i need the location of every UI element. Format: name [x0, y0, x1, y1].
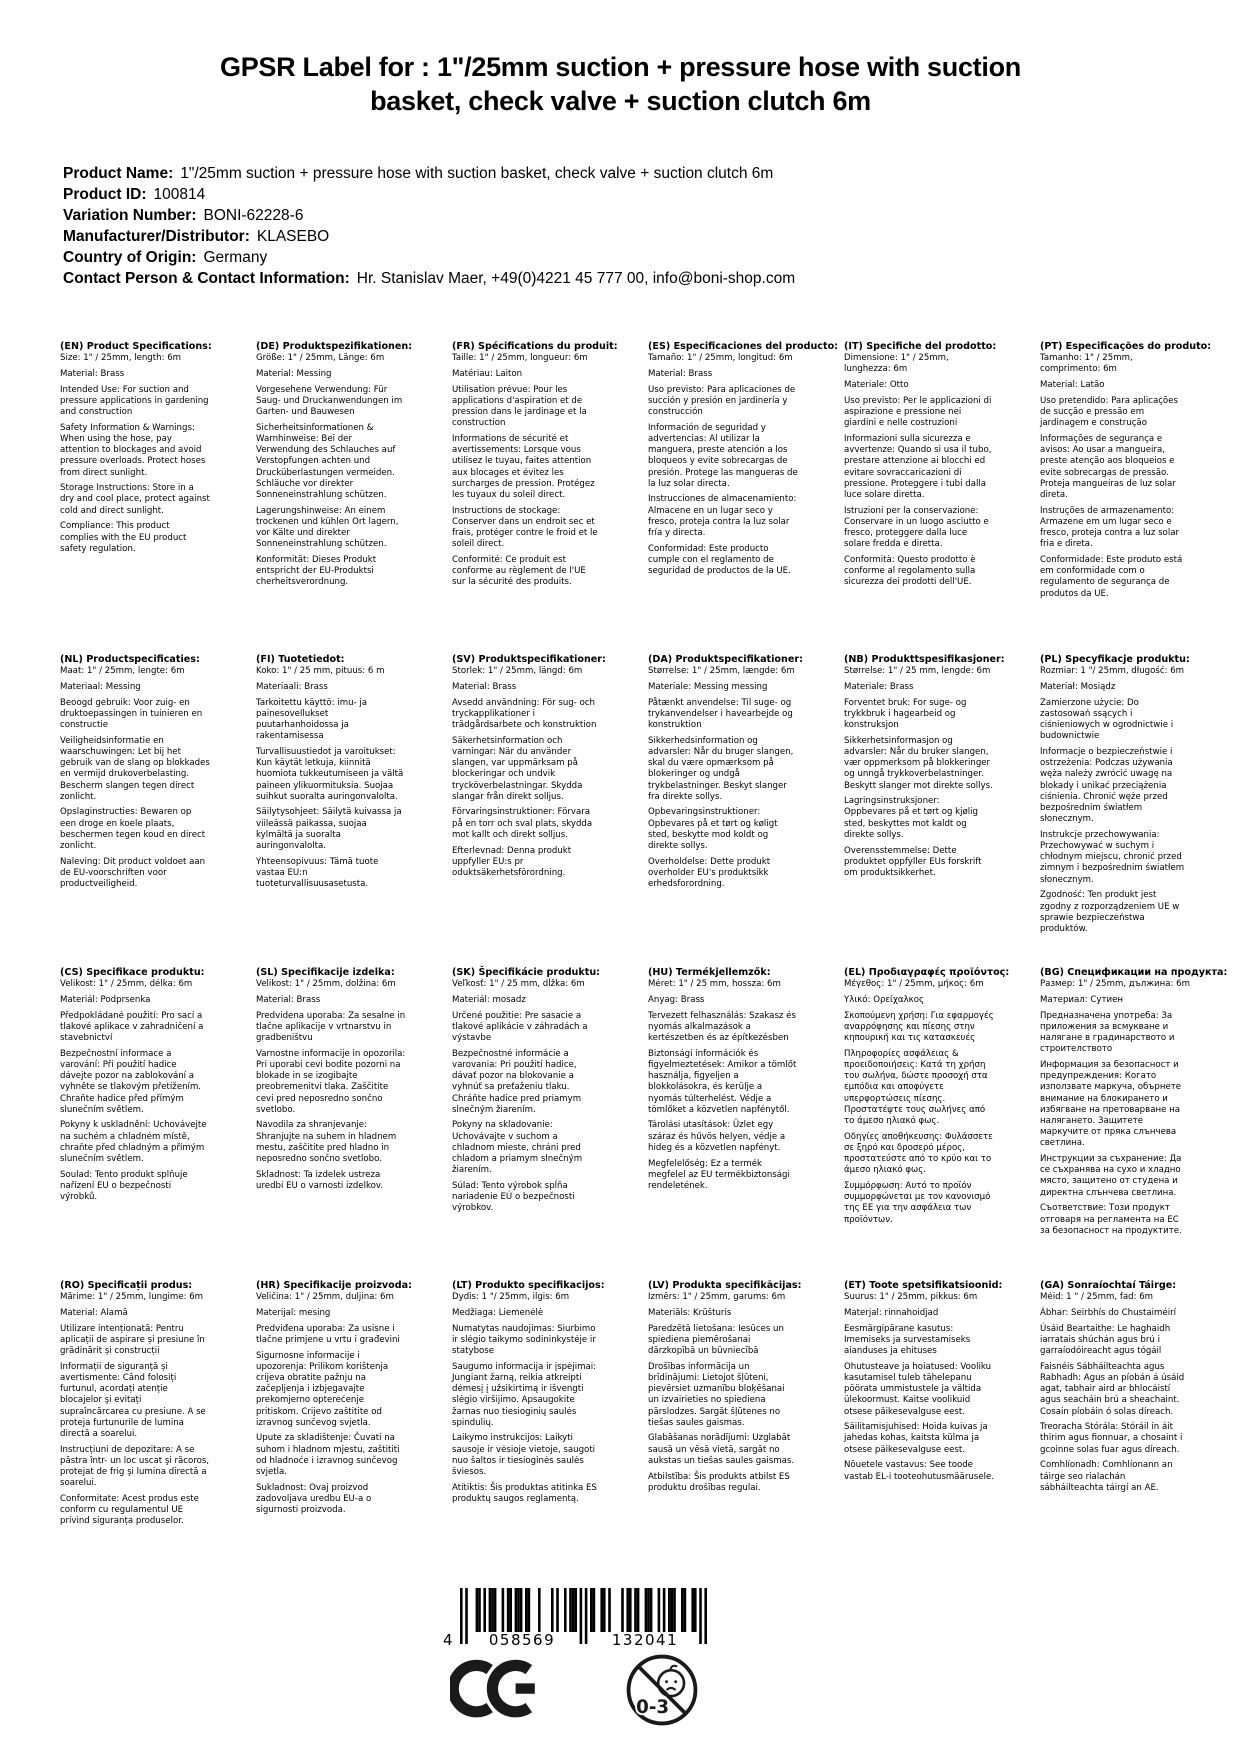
spec-paragraph: Velikost: 1" / 25mm, dolžina: 6m	[256, 979, 396, 990]
spec-paragraph: Conformidade: Este produto está em conformidade com o regulamento de segurança de produtos da UE.	[1040, 554, 1183, 599]
spec-heading: (SV) Produktspecifikationer:	[452, 654, 606, 665]
spec-paragraph: Sukladnost: Ovaj proizvod zadovoljava uredbu EU-a o sigurnosti proizvoda.	[256, 1482, 372, 1516]
spec-paragraph: Nõuetele vastavus: See toode vastab EL-i tooteohutusmäärusele.	[844, 1460, 994, 1482]
spec-paragraph: Yhteensopivuus: Tämä tuote vastaa EU:n tuoteturvallisuusasetusta.	[256, 856, 379, 890]
spec-paragraph: Naleving: Dit product voldoet aan de EU-voorschriften voor productveiligheid.	[60, 856, 206, 890]
product-info-row	[63, 226, 795, 247]
spec-body	[452, 1292, 602, 1505]
spec-paragraph: Información de seguridad y advertencias: Al utilizar la manguera, preste atención a los bloqueos y evite sobrecargas de presión. Protege las mangueras de la luz solar directa.	[648, 422, 798, 489]
spec-heading: (PT) Especificações do produto:	[1040, 341, 1212, 352]
spec-paragraph: Sigurnosne informacije i upozorenja: Prilikom korištenja crijeva obratite pažnju na začepljenja i izbjegavajte prekomjerno opterećenje pritiskom. Crijevo zaštitite od izravnog sunčevog svjetla.	[256, 1350, 389, 1428]
spec-paragraph: Materiaal: Messing	[60, 681, 141, 692]
spec-paragraph: Tarkoitettu käyttö: imu- ja painesovellukset puutarhanhoidossa ja rakentamisessa	[256, 697, 368, 742]
spec-paragraph: Drošības informācija un brīdinājumi: Lietojot šļūteni, pievērsiet uzmanību bloķēšanai un izvairieties no spiediena pārslodzes. Sargāt šļūtenes no tiešas saules gaismas.	[648, 1361, 785, 1428]
spec-paragraph: Méid: 1 " / 25mm, fad: 6m	[1040, 1292, 1154, 1303]
specs-grid	[60, 341, 1228, 1593]
spec-paragraph: Pokyny k uskladnění: Uchovávejte na suchém a chladném místě, chraňte před chladným a přímým slunečním světlem.	[60, 1120, 207, 1165]
spec-paragraph: Medžiaga: Liemenėlė	[452, 1307, 544, 1318]
spec-paragraph: Koko: 1" / 25 mm, pituus: 6 m	[256, 666, 385, 677]
ce-mark-icon	[450, 1655, 542, 1723]
spec-heading: (SL) Specifikacije izdelka:	[256, 967, 395, 978]
spec-body	[256, 979, 406, 1192]
spec-paragraph: Størrelse: 1" / 25 mm, lengde: 6m	[844, 666, 991, 677]
spec-paragraph: Anyag: Brass	[648, 994, 705, 1005]
spec-block	[256, 1280, 412, 1593]
spec-paragraph: Turvallisuustiedot ja varoitukset: Kun käytät letkuja, kiinnitä huomiota tukkeutumiseen ja vältä paineen ylikuormituksia. Suojaa suihkut suoralta auringonvalolta.	[256, 746, 404, 802]
spec-paragraph: Informacje o bezpieczeństwie i ostrzeżenia: Podczas używania węża należy zwrócić uwagę na blokady i unikać przeciążenia ciśnienia. Chronić węże przed bezpośrednim światłem słonecznym.	[1040, 746, 1173, 825]
product-info-label: Contact Person & Contact Information:	[63, 270, 350, 287]
spec-heading: (LV) Produkta specifikācijas:	[648, 1280, 802, 1291]
spec-paragraph: Tamanho: 1" / 25mm, comprimento: 6m	[1040, 353, 1133, 375]
spec-paragraph: Säilitamisjuhised: Hoida kuivas ja jahedas kohas, kaitsta külma ja otsese päikesevalguse eest.	[844, 1422, 988, 1455]
spec-paragraph: Compliance: This product complies with the EU product safety regulation.	[60, 521, 187, 554]
product-info-label: Variation Number:	[63, 207, 197, 224]
spec-paragraph: Súlad: Tento výrobok spĺňa nariadenie EÚ o bezpečnosti výrobkov.	[452, 1180, 575, 1214]
spec-body	[844, 666, 994, 879]
spec-heading: (EN) Product Specifications:	[60, 341, 212, 352]
spec-body	[844, 353, 994, 588]
spec-body	[648, 666, 798, 890]
product-info-label: Product ID:	[63, 186, 147, 203]
age-warning-icon	[624, 1652, 700, 1728]
spec-body	[452, 979, 602, 1214]
spec-paragraph: Saugumo informacija ir įspėjimai: Jungiant žarną, reikia atkreipti dėmesį į užsikirtimą ir išvengti slėgio viršijimo. Apsaugokite žarnas nuo tiesioginių saulės spindulių.	[452, 1361, 597, 1428]
product-info-value: KLASEBO	[256, 228, 330, 245]
spec-paragraph: Säkerhetsinformation och varningar: När du använder slangen, var uppmärksam på blockeringar och undvik trycköverbelastningar. Skydda slangar från direkt solljus.	[452, 735, 583, 802]
spec-paragraph: Předpokládané použití: Pro sací a tlakové aplikace v zahradničení a stavebnictví	[60, 1010, 204, 1044]
spec-block	[60, 1280, 210, 1593]
spec-paragraph: Zgodność: Ten produkt jest zgodny z rozporządzeniem UE w sprawie bezpieczeństwa produktów.	[1040, 890, 1180, 934]
spec-heading: (FR) Spécifications du produit:	[452, 341, 618, 352]
spec-paragraph: Pokyny na skladovanie: Uchovávajte v suchom a chladnom mieste, chráni pred chladom a priamym slnečným žiarením.	[452, 1120, 583, 1176]
barcode-digits-right: 132041	[611, 1631, 679, 1649]
spec-paragraph: Material: Brass	[256, 994, 321, 1005]
spec-paragraph: Materijal: mesing	[256, 1307, 331, 1318]
spec-paragraph: Materiale: Otto	[844, 380, 909, 391]
spec-paragraph: Intended Use: For suction and pressure applications in gardening and construction	[60, 384, 209, 418]
spec-body	[648, 1292, 798, 1494]
product-info-value: Hr. Stanislav Maer, +49(0)4221 45 777 00, info@boni-shop.com	[356, 270, 796, 287]
spec-paragraph: Laikymo instrukcijos: Laikyti sausoje ir vėsioje vietoje, saugoti nuo šaltos ir tiesioginės saulės šviesos.	[452, 1433, 596, 1478]
spec-paragraph: Megfelelőség: Ez a termék megfelel az EU termékbiztonsági rendeletének.	[648, 1158, 790, 1191]
spec-paragraph: Určené použitie: Pre sasacie a tlakové aplikácie v záhradách a výstavbe	[452, 1010, 588, 1044]
spec-block	[452, 654, 606, 967]
spec-paragraph: Safety Information & Warnings: When using the hose, pay attention to blockages and avoid pressure overloads. Protect hoses from direct sunlight.	[60, 422, 206, 478]
spec-paragraph: Konformität: Dieses Produkt entspricht der EU-Produktsi cherheitsverordnung.	[256, 554, 377, 588]
product-info-label: Product Name:	[63, 165, 174, 182]
spec-body	[1040, 666, 1190, 935]
spec-paragraph: Lagerungshinweise: An einem trockenen und kühlen Ort lagern, vor Kälte und direkter Sonneneinstrahlung schützen.	[256, 505, 399, 550]
spec-paragraph: Instructions de stockage: Conserver dans un endroit sec et frais, protéger contre le froid et le soleil direct.	[452, 505, 598, 550]
spec-block	[256, 341, 413, 654]
spec-paragraph: Instrukcje przechowywania: Przechowywać w suchym i chłodnym miejscu, chronić przed zimnym i bezpośrednim światłem słonecznym.	[1040, 829, 1185, 885]
spec-block	[648, 1280, 802, 1593]
spec-body	[452, 353, 602, 588]
spec-paragraph: Soulad: Tento produkt splňuje nařízení EU o bezpečnosti výrobků.	[60, 1169, 188, 1203]
spec-body	[452, 666, 602, 879]
spec-paragraph: Beoogd gebruik: Voor zuig- en druktoepassingen in tuinieren en constructie	[60, 697, 203, 731]
spec-paragraph: Utilizare intenționată: Pentru aplicații de aspirare și presiune în grădinărit și construcții	[60, 1323, 205, 1357]
spec-paragraph: Materiale: Brass	[844, 681, 914, 692]
spec-heading: (EL) Προδιαγραφές προϊόντος:	[844, 967, 1010, 978]
spec-block	[844, 967, 1010, 1280]
spec-paragraph: Material: Brass	[452, 681, 517, 692]
spec-paragraph: Materjal: rinnahoidjad	[844, 1307, 939, 1318]
spec-paragraph: Treoracha Stórála: Stóráil in áit thirim agus fionnuar, a chosaint i gcoinne solas fuar agus díreach.	[1040, 1422, 1183, 1455]
product-info-value: 100814	[153, 186, 206, 203]
spec-block	[60, 967, 210, 1280]
spec-paragraph: Úsáid Beartaithe: Le haghaidh iarratais shúchán agus brú i garraíodóireacht agus tógáil	[1040, 1323, 1171, 1357]
spec-body	[256, 353, 406, 588]
spec-heading: (SK) Špecifikácie produktu:	[452, 967, 601, 978]
spec-paragraph: Σκοπούμενη χρήση: Για εφαρμογές αναρρόφησης και πίεσης στην κηπουρική και τις κατασκευές	[844, 1010, 994, 1044]
spec-paragraph: Informații de siguranță și avertismente: Când folosiți furtunul, acordați atenție blocajelor şi evitați supraîncărcarea cu presiune. A se proteja furtunurile de lumina directă a soarelui.	[60, 1361, 206, 1439]
product-info-row	[63, 268, 795, 289]
spec-paragraph: Συμμόρφωση: Αυτό το προϊόν συμμορφώνεται με τον κανονισμό της ΕΕ για την ασφάλεια των προϊόντων.	[844, 1180, 991, 1225]
spec-paragraph: Sicherheitsinformationen & Warnhinweise: Bei der Verwendung des Schlauches auf Verstopfungen achten und Drucküberlastungen vermeiden. Schläuche vor direkter Sonneneinstrahlung schützen.	[256, 422, 396, 500]
spec-paragraph: Material: Latão	[1040, 380, 1105, 391]
spec-heading: (HR) Specifikacije proizvoda:	[256, 1280, 412, 1291]
spec-heading: (NB) Produkttspesifikasjoner:	[844, 654, 1005, 665]
spec-paragraph: Uso previsto: Para aplicaciones de succión y presión en jardinería y construcción	[648, 384, 796, 418]
spec-paragraph: Eesmärgipärane kasutus: Imemiseks ja survestamiseks aianduses ja ehituses	[844, 1323, 971, 1357]
spec-heading: (PL) Specyfikacje produktu:	[1040, 654, 1190, 665]
product-info-row	[63, 163, 795, 184]
product-info-value: BONI-62228-6	[203, 207, 304, 224]
spec-body	[256, 666, 406, 890]
page-title	[0, 50, 1241, 118]
spec-paragraph: Materiál: Podprsenka	[60, 994, 151, 1005]
spec-paragraph: Informations de sécurité et avertissements: Lorsque vous utilisez le tuyau, faites attention aux blocages et évitez les surcharges de pression. Protégez les tuyaux du soleil direct.	[452, 433, 595, 500]
spec-block	[60, 341, 210, 654]
spec-paragraph: Forventet bruk: For suge- og trykkbruk i hagearbeid og konstruksjon	[844, 697, 967, 731]
spec-paragraph: Material: Messing	[256, 368, 332, 379]
product-info-label: Country of Origin:	[63, 249, 197, 266]
spec-paragraph: Materiał: Mosiądz	[1040, 681, 1116, 692]
spec-heading: (RO) Specificații produs:	[60, 1280, 193, 1291]
spec-block	[60, 654, 210, 967]
spec-heading: (BG) Спецификации на продукта:	[1040, 967, 1228, 978]
spec-heading: (IT) Specifiche del prodotto:	[844, 341, 997, 352]
spec-paragraph: Instrucțiuni de depozitare: A se păstra într- un loc uscat şi răcoros, protejat de frig şi lumina directă a soarelui.	[60, 1444, 210, 1489]
spec-paragraph: Sikkerhetsinformasjon og advarsler: Når du bruker slangen, vær oppmerksom på blokkeringer og unngå trykkoverbelastninger. Beskytt slanger mot direkte sollys.	[844, 735, 993, 791]
product-info-value: 1"/25mm suction + pressure hose with suction basket, check valve + suction clutch 6m	[180, 165, 774, 182]
spec-paragraph: Ohutusteave ja hoiatused: Vooliku kasutamisel tuleb tähelepanu pöörata ummistustele ja vältida ülekoormust. Kaitse voolikuid otsese päikesevalguse eest.	[844, 1361, 992, 1417]
product-info-row	[63, 247, 795, 268]
spec-paragraph: Glabāšanas norādījumi: Uzglabāt sausā un vēsā vietā, sargāt no aukstas un tiešas saules gaismas.	[648, 1433, 795, 1466]
spec-paragraph: Suurus: 1" / 25mm, pikkus: 6m	[844, 1292, 978, 1303]
spec-body	[1040, 979, 1190, 1237]
spec-body	[60, 353, 210, 555]
spec-body	[60, 666, 210, 890]
spec-paragraph: Zamierzone użycie: Do zastosowań ssących i ciśnieniowych w ogrodnictwie i budownictwie	[1040, 697, 1174, 742]
spec-paragraph: Material: Brass	[648, 368, 713, 379]
spec-paragraph: Istruzioni per la conservazione: Conservare in un luogo asciutto e fresco, proteggere dalla luce solare fredda e diretta.	[844, 505, 989, 550]
spec-paragraph: Größe: 1" / 25mm, Länge: 6m	[256, 353, 385, 364]
spec-paragraph: Veličina: 1" / 25mm, duljina: 6m	[256, 1292, 394, 1303]
spec-paragraph: Mărime: 1" / 25mm, lungime: 6m	[60, 1292, 204, 1303]
spec-paragraph: Navodila za shranjevanje: Shranjujte na suhem in hladnem mestu, zaščitite pred hladno in neposredno sončno svetlobo.	[256, 1120, 397, 1165]
spec-block	[648, 967, 798, 1280]
spec-paragraph: Matériau: Laiton	[452, 368, 523, 379]
spec-body	[256, 1292, 406, 1516]
spec-paragraph: Størrelse: 1" / 25mm, længde: 6m	[648, 666, 795, 677]
spec-paragraph: Informações de segurança e avisos: Ao usar a mangueira, preste atenção aos bloqueios e evite sobrecargas de pressão. Proteja mangueiras de luz solar direta.	[1040, 433, 1176, 500]
page-title-line1: GPSR Label for : 1"/25mm suction + pressure hose with suction	[220, 52, 1021, 82]
spec-paragraph: Upute za skladištenje: Čuvati na suhom i hladnom mjestu, zaštititi od hladnoće i izravnog sunčevog svjetla.	[256, 1433, 400, 1478]
barcode-digits-left: 058569	[488, 1631, 556, 1649]
spec-paragraph: Rozmiar: 1 "/ 25mm, długość: 6m	[1040, 666, 1185, 677]
spec-paragraph: Overholdelse: Dette produkt overholder EU's produktsikk erhedsforordning.	[648, 856, 771, 890]
spec-paragraph: Size: 1" / 25mm, length: 6m	[60, 353, 182, 364]
spec-paragraph: Vorgesehene Verwendung: Für Saug- und Druckanwendungen im Garten- und Bauwesen	[256, 384, 403, 418]
spec-paragraph: Instruções de armazenamento: Armazene em um lugar seco e fresco, proteja contra a luz solar fria e direta.	[1040, 505, 1180, 550]
spec-paragraph: Velikost: 1" / 25mm, délka: 6m	[60, 979, 193, 990]
spec-paragraph: Skladnost: Ta izdelek ustreza uredbi EU o varnosti izdelkov.	[256, 1169, 384, 1191]
ean-barcode	[438, 1586, 710, 1650]
product-info-label: Manufacturer/Distributor:	[63, 228, 250, 245]
spec-heading: (NL) Productspecificaties:	[60, 654, 200, 665]
spec-paragraph: Veľkosť: 1" / 25 mm, dĺžka: 6m	[452, 979, 585, 990]
spec-paragraph: Varnostne informacije in opozorila: Pri uporabi cevi bodite pozorni na blokade in se izogibajte preobremenitvi tlaka. Zaščitite cevi pred neposredno sončno svetlobo.	[256, 1048, 406, 1115]
spec-block	[844, 341, 997, 654]
spec-body	[60, 1292, 210, 1527]
age-warning-text: 0-3	[636, 1696, 670, 1718]
spec-paragraph: Storage Instructions: Store in a dry and cool place, protect against cold and direct sunlight.	[60, 483, 210, 516]
spec-block	[1040, 654, 1190, 967]
spec-paragraph: Faisnéis Sábháilteachta agus Rabhadh: Agus an píobán á úsáid agat, tabhair aird ar bhlocáistí agus seacháin brú a sheachaint. Cosain píobáin ó solas díreach.	[1040, 1361, 1185, 1417]
spec-paragraph: Bezpečnostní informace a varování: Při použití hadice dávejte pozor na zablokování a vyhněte se tlakovým přetížením. Chraňte hadice před přímým slunečním světlem.	[60, 1048, 202, 1115]
spec-paragraph: Uso pretendido: Para aplicações de sucção e pressão em jardinagem e construção	[1040, 395, 1178, 429]
spec-paragraph: Dydis: 1 "/ 25mm, ilgis: 6m	[452, 1292, 570, 1303]
spec-paragraph: Material: Alamă	[60, 1307, 128, 1318]
spec-heading: (DA) Produktspecifikationer:	[648, 654, 803, 665]
spec-paragraph: Οδηγίες αποθήκευσης: Φυλάσσετε σε ξηρό και δροσερό μέρος, προστατεύστε από το κρύο και το άμεσο ηλιακό φως.	[844, 1131, 993, 1176]
spec-body	[844, 979, 994, 1226]
spec-paragraph: Bezpečnostné informácie a varovania: Pri použití hadice, dávať pozor na blokovanie a vyhnúť sa preťaženiu tlaku. Chráňte hadice pred priamym slnečným žiarením.	[452, 1048, 582, 1115]
barcode-digit-lead: 4	[443, 1631, 453, 1649]
spec-block	[1040, 967, 1228, 1280]
spec-heading: (GA) Sonraíochtaí Táirge:	[1040, 1280, 1177, 1291]
spec-paragraph: Méret: 1" / 25 mm, hossza: 6m	[648, 979, 781, 990]
spec-paragraph: Lagringsinstruksjoner: Oppbevares på et tørt og kjølig sted, beskyttes mot kaldt og direkte sollys.	[844, 796, 979, 840]
spec-heading: (CS) Specifikace produktu:	[60, 967, 205, 978]
spec-paragraph: Atbilstība: Šis produkts atbilst ES produktu drošības regulai.	[648, 1471, 790, 1493]
spec-paragraph: Informazioni sulla sicurezza e avvertenze: Quando si usa il tubo, prestare attenzione ai blocchi ed evitare sovraccaricazioni di pressione. Proteggere i tubi dalla luce solare diretta.	[844, 433, 992, 500]
product-info-row	[63, 205, 795, 226]
spec-paragraph: Paredzētā lietošana: Iesūces un spiediena piemērošanai dārzkopībā un būvniecībā	[648, 1323, 784, 1357]
spec-paragraph: Materiál: mosadz	[452, 994, 526, 1005]
spec-body	[60, 979, 210, 1203]
spec-paragraph: Uso previsto: Per le applicazioni di aspirazione e pressione nei giardini e nelle costruzioni	[844, 395, 992, 429]
spec-paragraph: Säilytysohjeet: Säilytä kuivassa ja viileässä paikassa, suojaa kylmältä ja suoralta auringonvalolta.	[256, 807, 402, 852]
spec-paragraph: Izmērs: 1" / 25mm, garums: 6m	[648, 1292, 786, 1303]
spec-paragraph: Ábhar: Seirbhís do Chustaiméirí	[1040, 1307, 1177, 1318]
spec-paragraph: Opslaginstructies: Bewaren op een droge en koele plaats, beschermen tegen koud en direct zonlicht.	[60, 807, 206, 852]
spec-paragraph: Atitiktis: Šis produktas atitinka ES produktų saugos reglamentą.	[452, 1482, 597, 1504]
spec-block	[844, 1280, 1003, 1593]
spec-paragraph: Sikkerhedsinformation og advarsler: Når du bruger slangen, skal du være opmærksom på blokeringer og undgå trykbelastninger. Beskyt slanger fra direkte sollys.	[648, 735, 794, 802]
spec-paragraph: Информация за безопасност и предупреждения: Когато използвате маркуча, обърнете внимание на блокирането и избягване на претоварване на налягането. Защитете маркучите от пряка слънчева светлина.	[1040, 1059, 1182, 1149]
spec-heading: (ES) Especificaciones del producto:	[648, 341, 839, 352]
spec-paragraph: Taille: 1" / 25mm, longueur: 6m	[452, 353, 588, 364]
spec-paragraph: Conformité: Ce produit est conforme au règlement de l'UE sur la sécurité des produits.	[452, 554, 586, 588]
spec-body	[648, 353, 798, 577]
product-info	[63, 163, 795, 289]
spec-paragraph: Comhlíonadh: Comhlíonann an táirge seo rialachán sábháilteachta táirgí an AE.	[1040, 1460, 1173, 1493]
spec-paragraph: Overensstemmelse: Dette produktet oppfyller EUs forskrift om produktsikkerhet.	[844, 845, 982, 878]
spec-paragraph: Conformità: Questo prodotto è conforme al regolamento sulla sicurezza dei prodotti dell'UE.	[844, 554, 976, 588]
spec-heading: (FI) Tuotetiedot:	[256, 654, 345, 665]
spec-body	[844, 1292, 994, 1483]
spec-paragraph: Efterlevnad: Denna produkt uppfyller EU:s pr oduktsäkerhetsförordning.	[452, 845, 572, 878]
spec-paragraph: Predviđena uporaba: Za usisne i tlačne primjene u vrtu i građevini	[256, 1323, 400, 1345]
spec-paragraph: Materiāls: Krūšturis	[648, 1307, 732, 1318]
spec-paragraph: Maat: 1" / 25mm, lengte: 6m	[60, 666, 185, 677]
spec-body	[648, 979, 798, 1192]
spec-paragraph: Materiale: Messing messing	[648, 681, 768, 692]
spec-paragraph: Storlek: 1" / 25mm, längd: 6m	[452, 666, 583, 677]
spec-paragraph: Инструкции за съхранение: Да се съхранява на сухо и хладно място, защитено от студена и директна слънчева светлина.	[1040, 1154, 1182, 1198]
spec-paragraph: Förvaringsinstruktioner: Förvara på en torr och sval plats, skydda mot kallt och direkt solljus.	[452, 807, 593, 840]
spec-body	[1040, 353, 1190, 600]
spec-paragraph: Tervezett felhasználás: Szakasz és nyomás alkalmazások a kertészetben és az építkezésben	[648, 1010, 796, 1044]
spec-paragraph: Dimensione: 1" / 25mm, lunghezza: 6m	[844, 353, 949, 375]
spec-paragraph: Μέγεθος: 1" / 25mm, μήκος: 6m	[844, 979, 984, 990]
spec-block	[256, 967, 406, 1280]
spec-paragraph: Materiaali: Brass	[256, 681, 328, 692]
spec-block	[256, 654, 406, 967]
spec-block	[648, 654, 803, 967]
spec-paragraph: Πληροφορίες ασφάλειας & προειδοποιήσεις: Κατά τη χρήση του σωλήνα, δώστε προσοχή στα εμπόδια και αποφύγετε υπερφορτώσεις πίεσης. Προστατέψτε τους σωλήνες από το άμεσο ηλιακό φως.	[844, 1048, 988, 1126]
spec-paragraph: Conformidad: Este producto cumple con el reglamento de seguridad de productos de la UE.	[648, 543, 791, 577]
spec-paragraph: Predvidena uporaba: Za sesalne in tlačne aplikacije v vrtnarstvu in gradbeništvu	[256, 1010, 406, 1044]
spec-heading: (HU) Termékjellemzők:	[648, 967, 771, 978]
spec-paragraph: Материал: Сутиен	[1040, 994, 1123, 1005]
spec-paragraph: Conformitate: Acest produs este conform cu regulamentul UE privind siguranța produselor.	[60, 1493, 199, 1527]
spec-paragraph: Avsedd användning: För sug- och tryckapplikationer i trädgårdsarbete och konstruktion	[452, 697, 597, 731]
spec-paragraph: Material: Brass	[60, 368, 125, 379]
spec-block	[1040, 1280, 1190, 1593]
spec-paragraph: Instrucciones de almacenamiento: Almacene en un lugar seco y fresco, proteja contra la luz solar fría y directa.	[648, 494, 797, 539]
spec-body	[1040, 1292, 1190, 1494]
spec-block	[452, 967, 602, 1280]
spec-paragraph: Veiligheidsinformatie en waarschuwingen: Let bij het gebruik van de slang op blokkades en vermijd drukoverbelasting. Bescherm slangen tegen direct zonlicht.	[60, 735, 210, 802]
product-info-value: Germany	[203, 249, 268, 266]
spec-block	[648, 341, 839, 654]
spec-paragraph: Påtænkt anvendelse: Til suge- og trykanvendelser i havearbejde og konstruktion	[648, 697, 793, 731]
spec-paragraph: Numatytas naudojimas: Siurbimo ir slėgio taikymo sodininkystėje ir statybose	[452, 1323, 596, 1357]
spec-paragraph: Utilisation prévue: Pour les applications d'aspiration et de pression dans le jardinage et la construction	[452, 384, 587, 429]
spec-block	[1040, 341, 1212, 654]
product-info-row	[63, 184, 795, 205]
spec-heading: (ET) Toote spetsifikatsioonid:	[844, 1280, 1003, 1291]
spec-paragraph: Предназначена употреба: За приложения за всмукване и налягане в градинарството и строителството	[1040, 1010, 1175, 1055]
spec-paragraph: Размер: 1" / 25mm, дължина: 6m	[1040, 979, 1190, 990]
spec-paragraph: Biztonsági információk és figyelmeztetések: Amikor a tömlőt használja, figyeljen a blokkolásokra, és kerülje a nyomás túlterhelést. Védje a tömlőket a közvetlen napfénytől.	[648, 1048, 797, 1115]
spec-paragraph: Tárolási utasítások: Üzlet egy száraz és hűvös helyen, védje a hideg és a közvetlen napfényt.	[648, 1120, 786, 1153]
spec-block	[844, 654, 1005, 967]
page-title-line2: basket, check valve + suction clutch 6m	[370, 86, 871, 116]
spec-block	[452, 1280, 605, 1593]
spec-block	[452, 341, 618, 654]
spec-heading: (LT) Produkto specifikacijos:	[452, 1280, 605, 1291]
spec-heading: (DE) Produktspezifikationen:	[256, 341, 413, 352]
spec-paragraph: Tamaño: 1" / 25mm, longitud: 6m	[648, 353, 793, 364]
spec-paragraph: Съответствие: Този продукт отговаря на регламента на ЕС за безопасност на продуктите.	[1040, 1203, 1182, 1236]
spec-paragraph: Υλικό: Ορείχαλκος	[844, 994, 925, 1005]
spec-paragraph: Opbevaringsinstruktioner: Opbevares på et tørt og køligt sted, beskytte mod koldt og direkte sollys.	[648, 807, 778, 852]
